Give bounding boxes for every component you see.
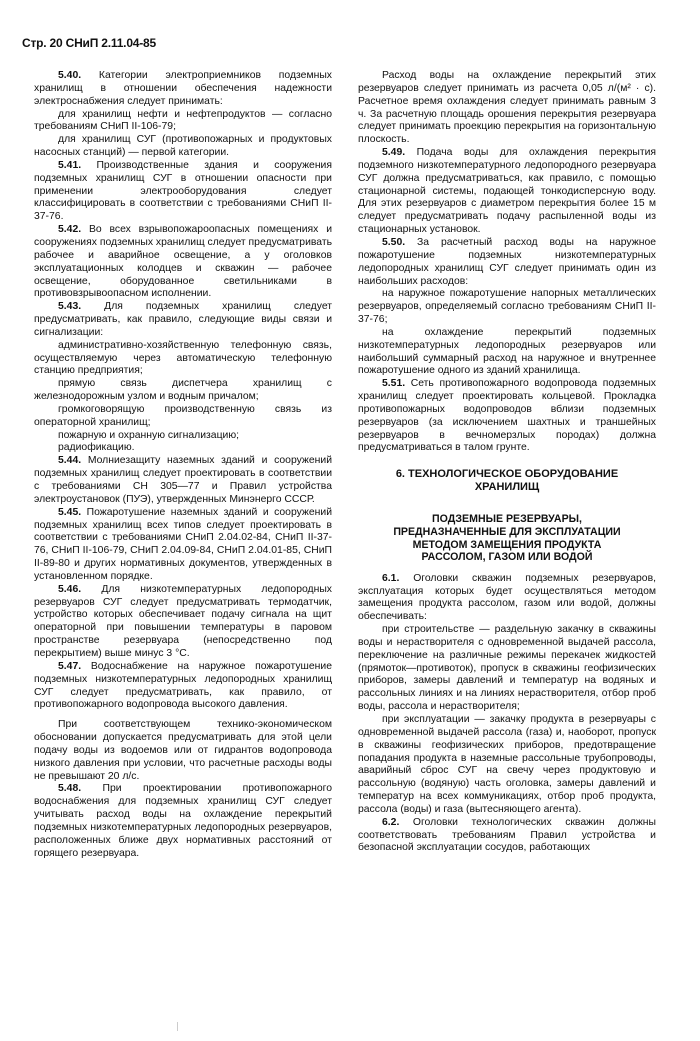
clause-paragraph: [358, 378, 656, 455]
paragraph-text: Оголовки технологических скважин должны соответствовать требованиям Правил устройства и безопасной эксплуатации сосудов, работающих: [358, 816, 656, 854]
paragraph-text: громкоговорящую производственную связь из операторной хранилищ;: [34, 403, 332, 428]
paragraph: [34, 134, 332, 160]
paragraph-text: пожарную и охранную сигнализацию;: [58, 429, 240, 441]
paragraph-text: для хранилищ СУГ (противопожарных и продуктовых насосных станций) — первой категории.: [34, 134, 332, 159]
clause-number: 5.47.: [58, 660, 82, 672]
paragraph-text: радиофикацию.: [58, 442, 135, 454]
paragraph-text: Расход воды на охлаждение перекрытий этих резервуаров следует принимать из расчета 0,05 л/(м² · с). Расчетное время охлаждения следует принимать равным 3 ч. За расчетную площадь орошения перекрытия резервуара следует принимать проекцию перекрытия на горизонтальную плоскость.: [358, 70, 656, 146]
paragraph: [358, 327, 656, 378]
paragraph-text: При соответствующем технико-экономическом обосновании допускается предусматривать для этой цели подачу воды из водоемов или от гидрантов водопровода низкого давления при условии, что расчетные расходы воды не превышают 20 л/с.: [34, 719, 332, 782]
paragraph: [34, 719, 332, 783]
clause-paragraph: [34, 584, 332, 661]
paragraph-text: Молниезащиту наземных зданий и сооружений подземных хранилищ следует проектировать в соответствии с требованиями СН 305—77 и Правил устройства электроустановок (ПУЭ), утвержденных Минэнерго СССР.: [34, 455, 333, 505]
right-column-top: [358, 70, 656, 455]
clause-paragraph: [358, 147, 656, 237]
clause-number: 6.1.: [382, 572, 400, 584]
page-edge-mark: [177, 1022, 178, 1031]
subsection-title-line: РАССОЛОМ, ГАЗОМ ИЛИ ВОДОЙ: [421, 551, 593, 564]
clause-paragraph: [34, 70, 332, 109]
paragraph: [34, 340, 332, 379]
paragraph: [358, 288, 656, 327]
subsection-title-line: ПОДЗЕМНЫЕ РЕЗЕРВУАРЫ,: [432, 513, 582, 526]
paragraph: [34, 378, 332, 404]
clause-number: 5.49.: [382, 147, 406, 159]
paragraph-text: Пожаротушение наземных зданий и сооружений подземных хранилищ всех типов следует проектировать в соответствии с требованиями СНиП 2.04.02-84, СНиП II-37-76, СНиП II-106-79, СНиП 2.04.09-84, СНиП 2.04.01-85, СНиП II-89-80 и других нормативных документов, утвержденных в установленном порядке.: [34, 506, 333, 582]
paragraph-text: Категории электроприемников подземных хранилищ в отношении обеспечения надежности электроснабжения следует принимать:: [34, 70, 332, 107]
clause-number: 5.43.: [58, 301, 82, 313]
paragraph-text: Водоснабжение на наружное пожаротушение подземных низкотемпературных ледопородных хранилищ СУГ следует предусматривать, как правило, от противопожарного водопровода высокого давления.: [34, 660, 332, 711]
paragraph-text: Подача воды для охлаждения перекрытия подземного низкотемпературного ледопородного резервуара СУГ должна предусматриваться, как правило, с помощью стационарной системы, подающей тонкодисперсную воду. Для этих резервуаров с диаметром перекрытия более 15 м следует предусматривать подачу распыленной воды из стационарных установок.: [358, 147, 657, 236]
clause-number: 5.48.: [58, 783, 82, 795]
paragraph-text: на наружное пожаротушение напорных металлических резервуаров, определяемый согласно требованиям СНиП II-37-76;: [358, 288, 656, 326]
paragraph-text: При проектировании противопожарного водоснабжения для подземных хранилищ СУГ следует учитывать расход воды на охлаждение перекрытий подземных низкотемпературных ледопородных резервуаров, расположенных ближе двух нормативных расстояний от горящего резервуара.: [34, 783, 332, 859]
clause-paragraph: [358, 237, 656, 288]
right-column: [358, 70, 656, 855]
section-title-line: 6. ТЕХНОЛОГИЧЕСКОЕ ОБОРУДОВАНИЕ: [395, 468, 619, 481]
clause-number: 5.45.: [58, 506, 82, 518]
subsection-title-line: ПРЕДНАЗНАЧЕННЫЕ ДЛЯ ЭКСПЛУАТАЦИИ: [393, 525, 621, 538]
clause-paragraph: [34, 507, 332, 584]
paragraph: [34, 109, 332, 135]
subsection-title-line: МЕТОДОМ ЗАМЕЩЕНИЯ ПРОДУКТА: [412, 538, 602, 551]
clause-number: 5.46.: [58, 583, 82, 595]
paragraph: [34, 430, 332, 443]
left-column: [34, 70, 332, 860]
clause-number: 6.2.: [382, 816, 400, 828]
section-title: [358, 468, 656, 494]
paragraph: [358, 624, 656, 714]
clause-paragraph: [34, 224, 332, 301]
clause-paragraph: [34, 160, 332, 224]
paragraph: [358, 714, 656, 817]
paragraph-text: Во всех взрывопожароопасных помещениях и сооружениях подземных хранилищ следует предусматривать рабочее и аварийное освещение, а у оголовков эксплуатационных колодцев и скважин — рабочее освещение, оборудованное светильниками в противовзрывоопасном исполнении.: [34, 224, 333, 300]
paragraph-text: За расчетный расход воды на наружное пожаротушение подземных низкотемпературных ледопородных хранилищ СУГ следует принимать один из наибольших расходов:: [358, 236, 656, 287]
paragraph-text: при эксплуатации — закачку продукта в резервуары с одновременной выдачей рассола (газа) и, наоборот, пропуск в скважины геофизических приборов, предотвращение попадания продукта в наземные рассольные трубопроводы, аварийный сброс СУГ на свечу через продуктовую и рассольную (водяную) часть оголовка, замеры давлений и температур на всех коммуникациях, отбор проб продукта, рассола (воды) и газа (вытесняющего агента).: [358, 713, 656, 815]
paragraph-text: для хранилищ нефти и нефтепродуктов — согласно требованиям СНиП II-106-79;: [34, 108, 332, 133]
clause-number: 5.44.: [58, 455, 82, 467]
paragraph-text: Сеть противопожарного водопровода подземных хранилищ следует проектировать кольцевой. Прокладка противопожарных водопроводов вблизи подземных резервуаров (за исключением шахтных и траншейных резервуаров в вечномерзлых породах) должна предусматриваться в талом грунте.: [358, 378, 656, 454]
paragraph: [34, 404, 332, 430]
clause-paragraph: [358, 817, 656, 856]
paragraph: [358, 70, 656, 147]
page-header: Стр. 20 СНиП 2.11.04-85: [22, 36, 157, 50]
section-title-line: ХРАНИЛИЩ: [474, 481, 540, 494]
paragraph: [34, 442, 332, 455]
paragraph-text: Для низкотемпературных ледопородных резервуаров СУГ следует предусматривать термодатчик, устройство которых обеспечивает подачу сигнала на щит операторной при повышении температуры в паровом пространстве резервуара (непосредственно под перекрытием) выше минус 3 °С.: [34, 583, 333, 659]
clause-paragraph: [358, 573, 656, 624]
clause-number: 5.40.: [58, 70, 82, 81]
clause-number: 5.42.: [58, 224, 82, 236]
paragraph-text: при строительстве — раздельную закачку в скважины воды и нерастворителя с одновременной выдачей рассола, переключение на различные режимы перекачек жидкостей (прямоток—противоток), пропуск в скважины геофизических приборов, замеры давлений и температур на водяных и рассольных линиях и на линиях нерастворителя, отбор проб воды, рассола и нерастворителя;: [358, 624, 656, 713]
subsection-title: [358, 513, 656, 563]
paragraph-text: административно-хозяйственную телефонную связь, осуществляемую через автоматическую телефонную станцию предприятия;: [34, 339, 332, 377]
clause-number: 5.50.: [382, 236, 406, 248]
right-column-bottom: [358, 573, 656, 856]
clause-paragraph: [34, 661, 332, 712]
clause-paragraph: [34, 301, 332, 340]
paragraph-text: Производственные здания и сооружения подземных хранилищ СУГ в отношении опасности при применении электрооборудования следует классифицировать в соответствии с требованиями СНиП II-37-76.: [34, 159, 332, 223]
clause-paragraph: [34, 455, 332, 506]
clause-number: 5.41.: [58, 159, 82, 171]
paragraph-text: Для подземных хранилищ следует предусматривать, как правило, следующие виды связи и сигнализации:: [34, 301, 333, 338]
clause-number: 5.51.: [382, 378, 406, 390]
clause-paragraph: [34, 783, 332, 860]
paragraph-text: на охлаждение перекрытий подземных низкотемпературных ледопородных резервуаров или наибольший суммарный расход на наружное и внутреннее пожаротушение одного из зданий хранилища.: [358, 326, 656, 377]
paragraph-text: прямую связь диспетчера хранилищ с железнодорожным узлом и водным причалом;: [34, 378, 332, 403]
paragraph-text: Оголовки скважин подземных резервуаров, эксплуатация которых будет осуществляться методом замещения продукта рассолом, газом или водой, должны обеспечивать:: [358, 572, 656, 623]
